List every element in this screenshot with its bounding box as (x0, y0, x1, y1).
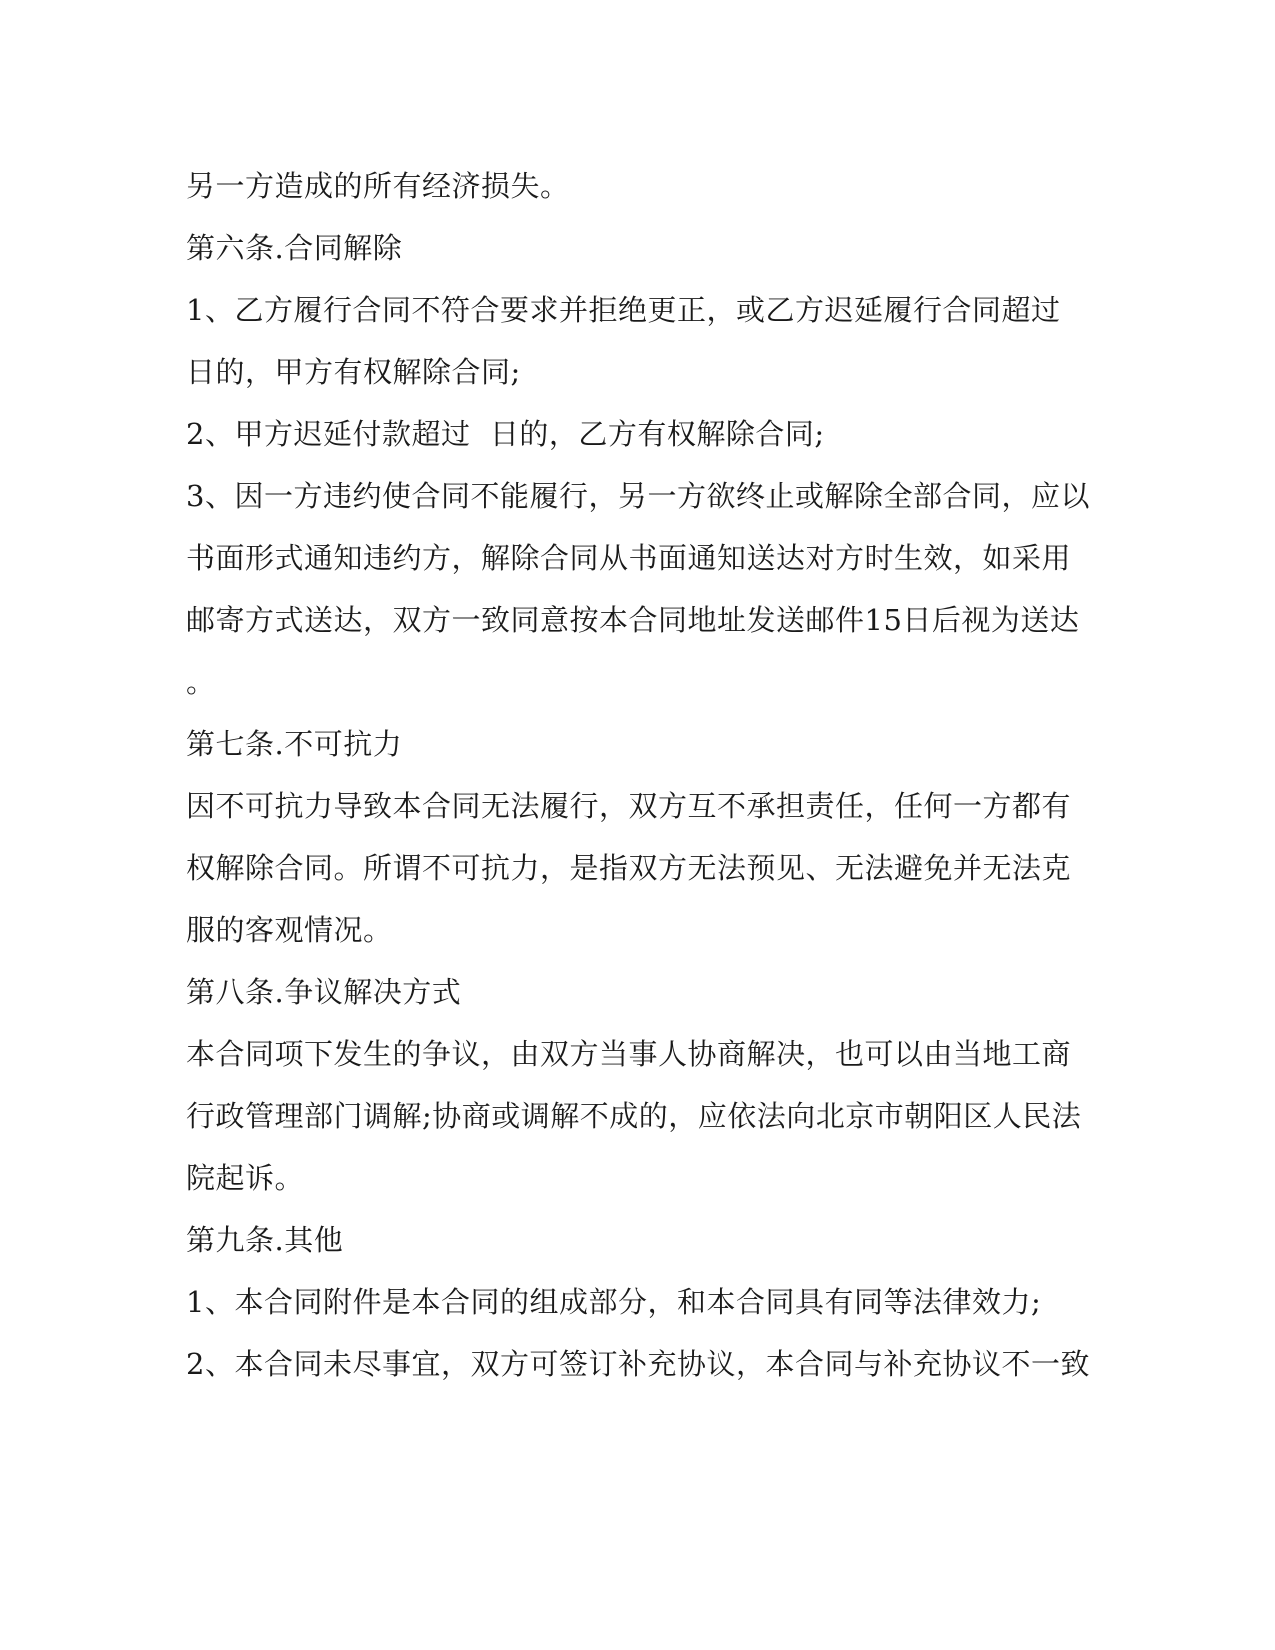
text-line: 因不可抗力导致本合同无法履行，双方互不承担责任，任何一方都有 (186, 789, 1072, 823)
document-body (186, 155, 1090, 1395)
section-heading-8: 第八条.争议解决方式 (186, 975, 462, 1009)
section-heading-7: 第七条.不可抗力 (186, 727, 403, 761)
text-line: 本合同项下发生的争议，由双方当事人协商解决，也可以由当地工商 (186, 1037, 1072, 1071)
section-heading-9: 第九条.其他 (186, 1223, 344, 1257)
text-line: 3、因一方违约使合同不能履行，另一方欲终止或解除全部合同，应以 (186, 479, 1090, 513)
text-line: 日的，甲方有权解除合同; (186, 355, 521, 389)
text-line: 行政管理部门调解;协商或调解不成的，应依法向北京市朝阳区人民法 (186, 1099, 1082, 1133)
text-line: 2、本合同未尽事宜，双方可签订补充协议，本合同与补充协议不一致 (186, 1347, 1090, 1381)
text-line: 书面形式通知违约方，解除合同从书面通知送达对方时生效，如采用 (186, 541, 1072, 575)
section-heading-6: 第六条.合同解除 (186, 231, 403, 265)
text-line: 。 (186, 665, 216, 699)
text-line: 服的客观情况。 (186, 913, 393, 947)
text-line: 权解除合同。所谓不可抗力，是指双方无法预见、无法避免并无法克 (186, 851, 1072, 885)
text-line: 1、本合同附件是本合同的组成部分，和本合同具有同等法律效力; (186, 1285, 1042, 1319)
text-line: 另一方造成的所有经济损失。 (186, 169, 570, 203)
text-line: 1、乙方履行合同不符合要求并拒绝更正，或乙方迟延履行合同超过 (186, 293, 1061, 327)
text-line: 邮寄方式送达，双方一致同意按本合同地址发送邮件15日后视为送达 (186, 603, 1080, 637)
text-line: 2、甲方迟延付款超过 日的，乙方有权解除合同; (186, 417, 825, 451)
text-line: 院起诉。 (186, 1161, 305, 1195)
